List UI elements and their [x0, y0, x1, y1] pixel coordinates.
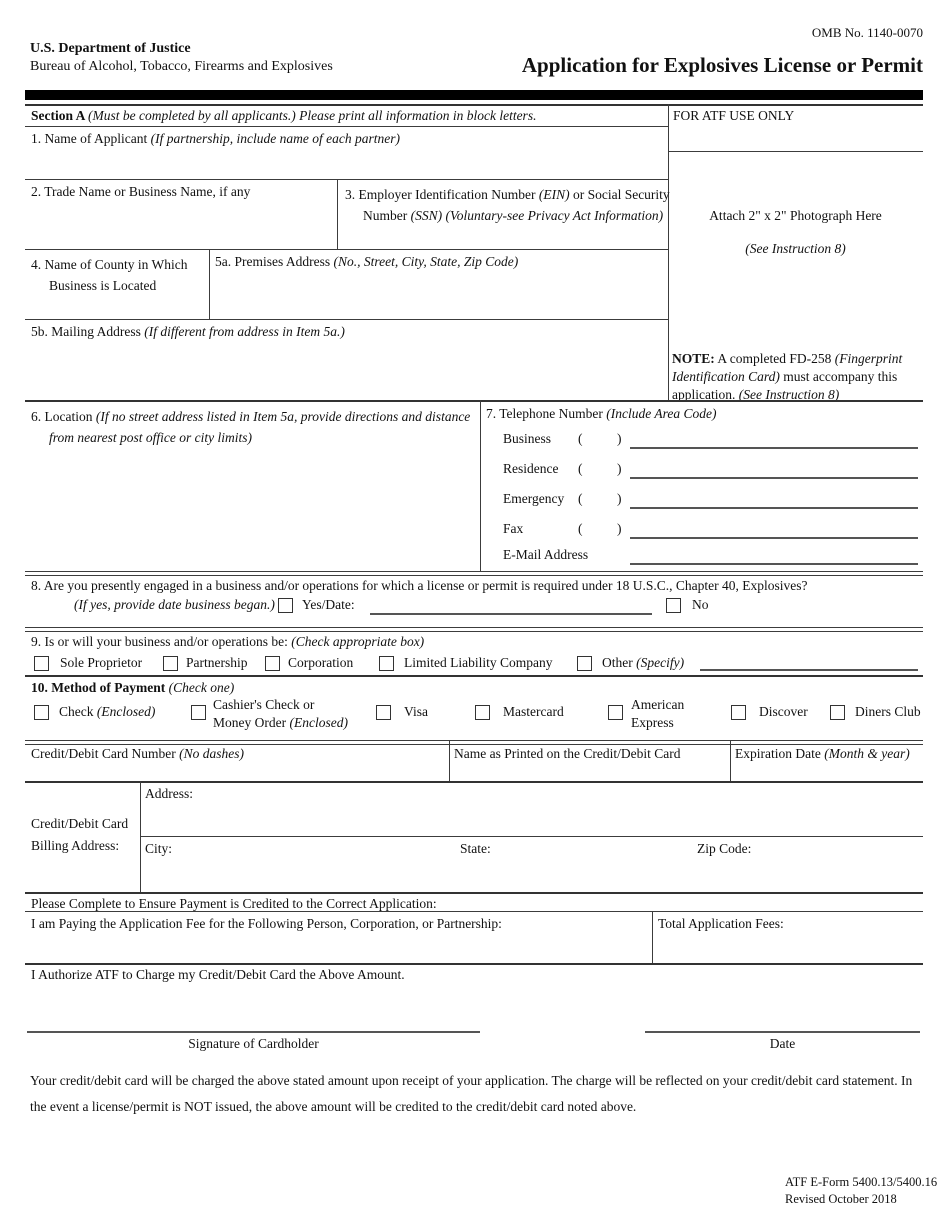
pay-discover-label: Discover — [759, 704, 808, 719]
sole-proprietor-label: Sole Proprietor — [60, 655, 143, 670]
divider — [140, 836, 923, 837]
divider — [25, 781, 923, 783]
revision-date: Revised October 2018 — [785, 1192, 897, 1206]
billing-address-field[interactable] — [143, 805, 921, 833]
divider — [25, 400, 923, 402]
item5b-label: 5b. Mailing Address (If different from address in Item 5a.) — [31, 324, 345, 339]
please-complete-label: Please Complete to Ensure Payment is Credited to the Correct Application: — [31, 896, 437, 911]
billing-state-field[interactable] — [460, 860, 690, 888]
paren-open: ( — [578, 431, 583, 446]
no-label: No — [692, 597, 709, 612]
pay-check-label: Check (Enclosed) — [59, 704, 156, 719]
billing-city-label: City: — [145, 841, 173, 856]
date-label: Date — [769, 1036, 796, 1051]
divider — [668, 151, 923, 152]
phone-emergency-label: Emergency — [503, 491, 565, 506]
paren-open: ( — [578, 461, 583, 476]
paying-for-field[interactable] — [27, 936, 649, 961]
checkbox-partnership[interactable] — [163, 656, 178, 671]
divider — [25, 911, 923, 912]
phone-business-line[interactable] — [630, 447, 918, 449]
billing-label-line2: Billing Address: — [31, 838, 120, 853]
billing-city-field[interactable] — [143, 860, 453, 888]
divider — [337, 179, 338, 249]
checkbox-amex[interactable] — [608, 705, 623, 720]
billing-zip-label: Zip Code: — [697, 841, 752, 856]
pay-cashiers-label-line2: Money Order (Enclosed) — [213, 715, 348, 730]
section-a-header: Section A (Must be completed by all applicants.) Please print all information in block letters. — [31, 108, 537, 123]
omb-number: OMB No. 1140-0070 — [811, 25, 923, 40]
divider — [25, 319, 668, 320]
divider — [25, 963, 923, 965]
department-title: U.S. Department of Justice — [30, 41, 191, 56]
mailing-address-field[interactable] — [27, 345, 665, 397]
paren-close: ) — [617, 431, 622, 446]
paren-close: ) — [617, 521, 622, 536]
email-label: E-Mail Address — [503, 547, 589, 562]
paying-for-label: I am Paying the Application Fee for the Following Person, Corporation, or Partnership: — [31, 916, 502, 931]
corporation-label: Corporation — [288, 655, 354, 670]
item4-label: 4. Name of County in Which Business is Located — [31, 257, 188, 293]
item9-label: 9. Is or will your business and/or operations be: (Check appropriate box) — [31, 634, 425, 649]
checkbox-no[interactable] — [666, 598, 681, 613]
checkbox-diners-club[interactable] — [830, 705, 845, 720]
card-exp-label: Expiration Date (Month & year) — [735, 746, 910, 761]
phone-residence-label: Residence — [503, 461, 559, 476]
checkbox-yes[interactable] — [278, 598, 293, 613]
partnership-label: Partnership — [186, 655, 248, 670]
paren-close: ) — [617, 491, 622, 506]
premises-address-field[interactable] — [212, 276, 665, 316]
divider — [25, 571, 923, 576]
phone-residence-line[interactable] — [630, 477, 918, 479]
checkbox-mastercard[interactable] — [475, 705, 490, 720]
pay-amex-label-line2: Express — [631, 715, 674, 730]
card-name-label: Name as Printed on the Credit/Debit Card — [454, 746, 681, 761]
divider — [25, 740, 923, 745]
checkbox-check[interactable] — [34, 705, 49, 720]
item8-hint: (If yes, provide date business began.) — [74, 597, 275, 612]
divider — [730, 740, 731, 781]
phone-emergency-line[interactable] — [630, 507, 918, 509]
fingerprint-note: NOTE: A completed FD-258 (Fingerprint Identification Card) must accompany this application. (See Instruction 8) — [672, 351, 903, 402]
divider — [480, 400, 481, 571]
card-exp-field[interactable] — [733, 764, 921, 780]
photo-instruction-label: (See Instruction 8) — [745, 241, 846, 256]
divider — [652, 911, 653, 963]
other-label: Other (Specify) — [602, 655, 685, 670]
phone-business-label: Business — [503, 431, 552, 446]
applicant-name-field[interactable] — [27, 150, 665, 177]
card-charge-disclaimer: Your credit/debit card will be charged the above stated amount upon receipt of your application. The charge will be reflected on your credit/debit card statement. In the event a license/permit is NOT issued, the above amount will be credited to the credit/debit card noted above. — [30, 1073, 913, 1114]
divider — [209, 249, 210, 319]
yes-date-line[interactable] — [370, 613, 652, 615]
item5a-label: 5a. Premises Address (No., Street, City, State, Zip Code) — [215, 254, 519, 269]
divider — [25, 627, 923, 632]
pay-cashiers-label-line1: Cashier's Check or — [213, 697, 315, 712]
billing-address-label: Address: — [145, 786, 193, 801]
checkbox-visa[interactable] — [376, 705, 391, 720]
header-separator-bar — [25, 90, 923, 100]
atf-use-only-label: FOR ATF USE ONLY — [673, 108, 795, 123]
location-field[interactable] — [27, 455, 477, 567]
county-field[interactable] — [27, 296, 207, 317]
trade-name-field[interactable] — [27, 205, 335, 247]
divider — [25, 104, 923, 106]
item10-label: 10. Method of Payment (Check one) — [31, 680, 235, 695]
checkbox-corporation[interactable] — [265, 656, 280, 671]
item6-label: 6. Location (If no street address listed in Item 5a, provide directions and distance from nearest post office or city limits) — [31, 409, 471, 445]
divider — [25, 179, 668, 180]
divider — [25, 249, 668, 250]
pay-mastercard-label: Mastercard — [503, 704, 564, 719]
authorize-label: I Authorize ATF to Charge my Credit/Debit Card the Above Amount. — [31, 967, 405, 982]
card-number-field[interactable] — [27, 764, 447, 780]
item7-label: 7. Telephone Number (Include Area Code) — [486, 406, 717, 421]
bureau-title: Bureau of Alcohol, Tobacco, Firearms and Explosives — [30, 59, 333, 74]
checkbox-discover[interactable] — [731, 705, 746, 720]
photo-attach-label: Attach 2" x 2" Photograph Here — [709, 208, 882, 223]
paren-close: ) — [617, 461, 622, 476]
checkbox-cashiers-check[interactable] — [191, 705, 206, 720]
paren-open: ( — [578, 491, 583, 506]
divider — [25, 675, 923, 677]
signature-label: Signature of Cardholder — [188, 1036, 319, 1051]
item2-label: 2. Trade Name or Business Name, if any — [31, 184, 251, 199]
card-name-field[interactable] — [452, 764, 727, 780]
paren-open: ( — [578, 521, 583, 536]
yes-date-label: Yes/Date: — [302, 597, 355, 612]
llc-label: Limited Liability Company — [404, 655, 553, 670]
form-title: Application for Explosives License or Permit — [521, 53, 923, 77]
phone-fax-label: Fax — [503, 521, 524, 536]
pay-diners-label: Diners Club — [855, 704, 921, 719]
billing-zip-field[interactable] — [697, 860, 921, 888]
email-line[interactable] — [630, 563, 918, 565]
item8-question: 8. Are you presently engaged in a business and/or operations for which a license or permit is required under 18 U.S.C., Chapter 40, Explosives? — [31, 578, 808, 593]
total-fees-field[interactable] — [655, 936, 921, 961]
pay-amex-label-line1: American — [631, 697, 685, 712]
item3-label: 3. Employer Identification Number (EIN) or Social Security Number (SSN) (Voluntary-see Privacy Act Information) — [345, 187, 670, 223]
checkbox-other[interactable] — [577, 656, 592, 671]
billing-state-label: State: — [460, 841, 491, 856]
pay-visa-label: Visa — [404, 704, 428, 719]
divider — [25, 892, 923, 894]
signature-line[interactable] — [27, 1031, 480, 1033]
checkbox-llc[interactable] — [379, 656, 394, 671]
divider — [25, 126, 668, 127]
other-specify-line[interactable] — [700, 669, 918, 671]
phone-fax-line[interactable] — [630, 537, 918, 539]
card-number-label: Credit/Debit Card Number (No dashes) — [31, 746, 244, 761]
item1-label: 1. Name of Applicant (If partnership, include name of each partner) — [31, 131, 400, 146]
form-number: ATF E-Form 5400.13/5400.16 — [785, 1175, 938, 1189]
divider — [449, 740, 450, 781]
billing-label-line1: Credit/Debit Card — [31, 816, 129, 831]
date-line[interactable] — [645, 1031, 920, 1033]
total-fees-label: Total Application Fees: — [658, 916, 784, 931]
checkbox-sole-proprietor[interactable] — [34, 656, 49, 671]
